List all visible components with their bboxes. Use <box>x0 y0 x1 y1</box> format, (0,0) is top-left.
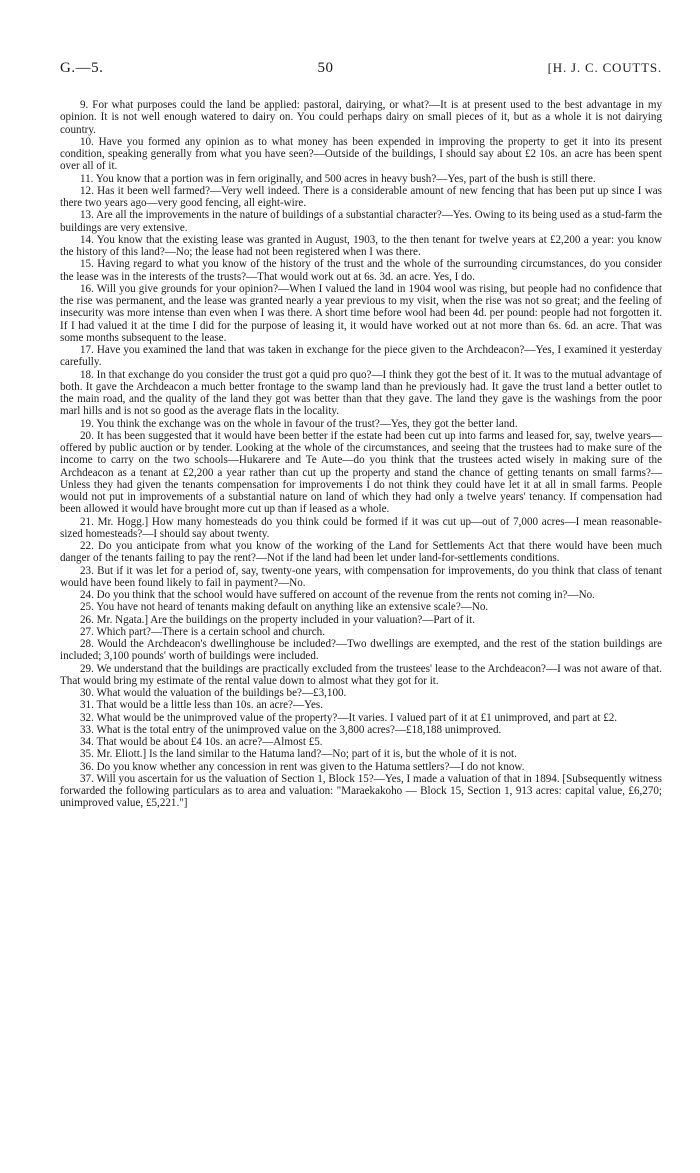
question-answer-paragraph: 22. Do you anticipate from what you know of the working of the Land for Settlements Act that there would have been much danger of the tenants failing to pay the rent?—Not if the land had been let under land-for-settlements conditions. <box>60 540 662 565</box>
question-answer-paragraph: 26. Mr. Ngata.] Are the buildings on the property included in your valuation?—Part of it. <box>80 613 475 626</box>
question-answer-paragraph: 18. In that exchange do you consider the trust got a quid pro quo?—I think they got the best of it. It was to the mutual advantage of both. It gave the Archdeacon a much better frontage to the swamp land than he previously had. It gave the trust land a better outlet to the main road, and the quality of the land they got was better than that they gave. The land they gave is the washings from the poor marl hills and is not so good as the average flats in the locality. <box>60 368 662 418</box>
question-answer-paragraph: 29. We understand that the buildings are practically excluded from the trustees' lease to the Archdeacon?—I was not aware of that. That would bring my estimate of the rental value down to almost what they got for it. <box>60 662 662 687</box>
document-body <box>60 99 662 810</box>
document-page <box>60 60 662 810</box>
witness-name: [H. J. C. COUTTS. <box>547 60 662 75</box>
question-answer-paragraph: 23. But if it was let for a period of, say, twenty-one years, with compensation for improvements, do you think that class of tenant would have been found likely to fail in payment?—No. <box>60 564 662 589</box>
question-answer-paragraph: 35. Mr. Eliott.] Is the land similar to the Hatuma land?—No; part of it is, but the whole of it is not. <box>80 748 517 761</box>
question-answer-paragraph: 13. Are all the improvements in the nature of buildings of a substantial character?—Yes. Owing to its being used as a stud-farm the buildings are very extensive. <box>60 209 662 234</box>
question-answer-paragraph: 10. Have you formed any opinion as to what money has been expended in improving the property to get it into its present condition, speaking generally from what you have seen?—Outside of the buildings, I should say about £2 10s. an acre has been spent over all of it. <box>60 135 662 173</box>
question-answer-paragraph: 12. Has it been well farmed?—Very well indeed. There is a considerable amount of new fencing that has been put up since I was there two years ago—very good fencing, all eight-wire. <box>60 184 662 209</box>
page-number: 50 <box>317 60 334 76</box>
question-answer-paragraph: 20. It has been suggested that it would have been better if the estate had been cut up into farms and leased for, say, twelve years—offered by public auction or by tender. Looking at the whole of the circumstances, and seeing that the trustees had to make sure of the income to carry on the two schools—Hukarere and Te Aute—do you think that the trustees acted wisely in making sure of the Archdeacon as a tenant at £2,200 a year rather than cut up the property and stand the chance of getting tenants on small farms?—Unless they had given the tenants compensation for improvements I do not think they could have let it at all in small farms. People would not put in improvements of a substantial nature on land of which they had only a twelve years' tenancy. If compensation had been allowed it would have brought more cut up than if leased as a whole. <box>60 429 662 516</box>
report-code: G.—5. <box>60 60 104 76</box>
question-answer-paragraph: 31. That would be a little less than 10s. an acre?—Yes. <box>80 699 323 712</box>
question-answer-paragraph: 14. You know that the existing lease was granted in August, 1903, to the then tenant for twelve years at £2,200 a year: you know the history of this land?—No; the lease had not been registered when I was there. <box>60 233 662 258</box>
question-answer-paragraph: 17. Have you examined the land that was taken in exchange for the piece given to the Archdeacon?—Yes, I examined it yesterday carefully. <box>60 344 662 369</box>
question-answer-paragraph: 34. That would be about £4 10s. an acre?—Almost £5. <box>80 736 323 748</box>
question-answer-paragraph: 24. Do you think that the school would have suffered on account of the revenue from the rents not coming in?—No. <box>80 589 595 601</box>
question-answer-paragraph: 30. What would the valuation of the buildings be?—£3,100. <box>80 687 347 699</box>
question-answer-paragraph: 32. What would be the unimproved value of the property?—It varies. I valued part of it at £1 unimproved, and part at £2. <box>80 711 618 724</box>
question-answer-paragraph: 27. Which part?—There is a certain school and church. <box>80 625 325 638</box>
question-answer-paragraph: 19. You think the exchange was on the whole in favour of the trust?—Yes, they got the better land. <box>80 417 518 430</box>
question-answer-paragraph: 33. What is the total entry of the unimproved value on the 3,800 acres?—£18,188 unimproved. <box>80 723 502 736</box>
question-answer-paragraph: 11. You know that a portion was in fern originally, and 500 acres in heavy bush?—Yes, part of the bush is still there. <box>80 172 596 185</box>
question-answer-paragraph: 28. Would the Archdeacon's dwellinghouse be included?—Two dwellings are exempted, and the rest of the station buildings are included; 3,100 pounds' worth of buildings were included. <box>60 638 662 663</box>
question-answer-paragraph: 15. Having regard to what you know of the history of the trust and the whole of the surrounding circumstances, do you consider the lease was in the interests of the trusts?—That would work out at 6s. 3d. an acre. Yes, I do. <box>60 258 662 283</box>
question-answer-paragraph: 16. Will you give grounds for your opinion?—When I valued the land in 1904 wool was rising, but people had no confidence that the rise was permanent, and the lease was granted nearly a year previous to my visit, when the rise was not so great; and the feeling of insecurity was more intense than even when I was there. A short time before wool had been 4d. per pound: people had not forgotten it. If I had valued it at the time I did for the purpose of leasing it, it would have worked out at not more than 6s. 6d. an acre. That was some months subsequent to the lease. <box>60 282 662 344</box>
question-answer-paragraph: 9. For what purposes could the land be applied: pastoral, dairying, or what?—It is at present used to the best advantage in my opinion. It is not well enough watered to dairy on. You could perhaps dairy on small pieces of it, but as a whole it is not dairying country. <box>60 99 662 136</box>
question-answer-paragraph: 21. Mr. Hogg.] How many homesteads do you think could be formed if it was cut up—out of 7,000 acres—I mean reasonable-sized homesteads?—I should say about twenty. <box>60 515 662 540</box>
question-answer-paragraph: 36. Do you know whether any concession in rent was given to the Hatuma settlers?—I do not know. <box>80 760 525 773</box>
question-answer-paragraph: 25. You have not heard of tenants making default on anything like an extensive scale?—No. <box>80 601 489 614</box>
page-header <box>60 60 662 77</box>
question-answer-paragraph: 37. Will you ascertain for us the valuation of Section 1, Block 15?—Yes, I made a valuation of that in 1894. [Subsequently witness forwarded the following particulars as to area and valuation: "Maraekakoho — Block 15, Section 1, 913 acres: capital value, £6,270; unimproved value, £5,221."] <box>60 772 662 810</box>
